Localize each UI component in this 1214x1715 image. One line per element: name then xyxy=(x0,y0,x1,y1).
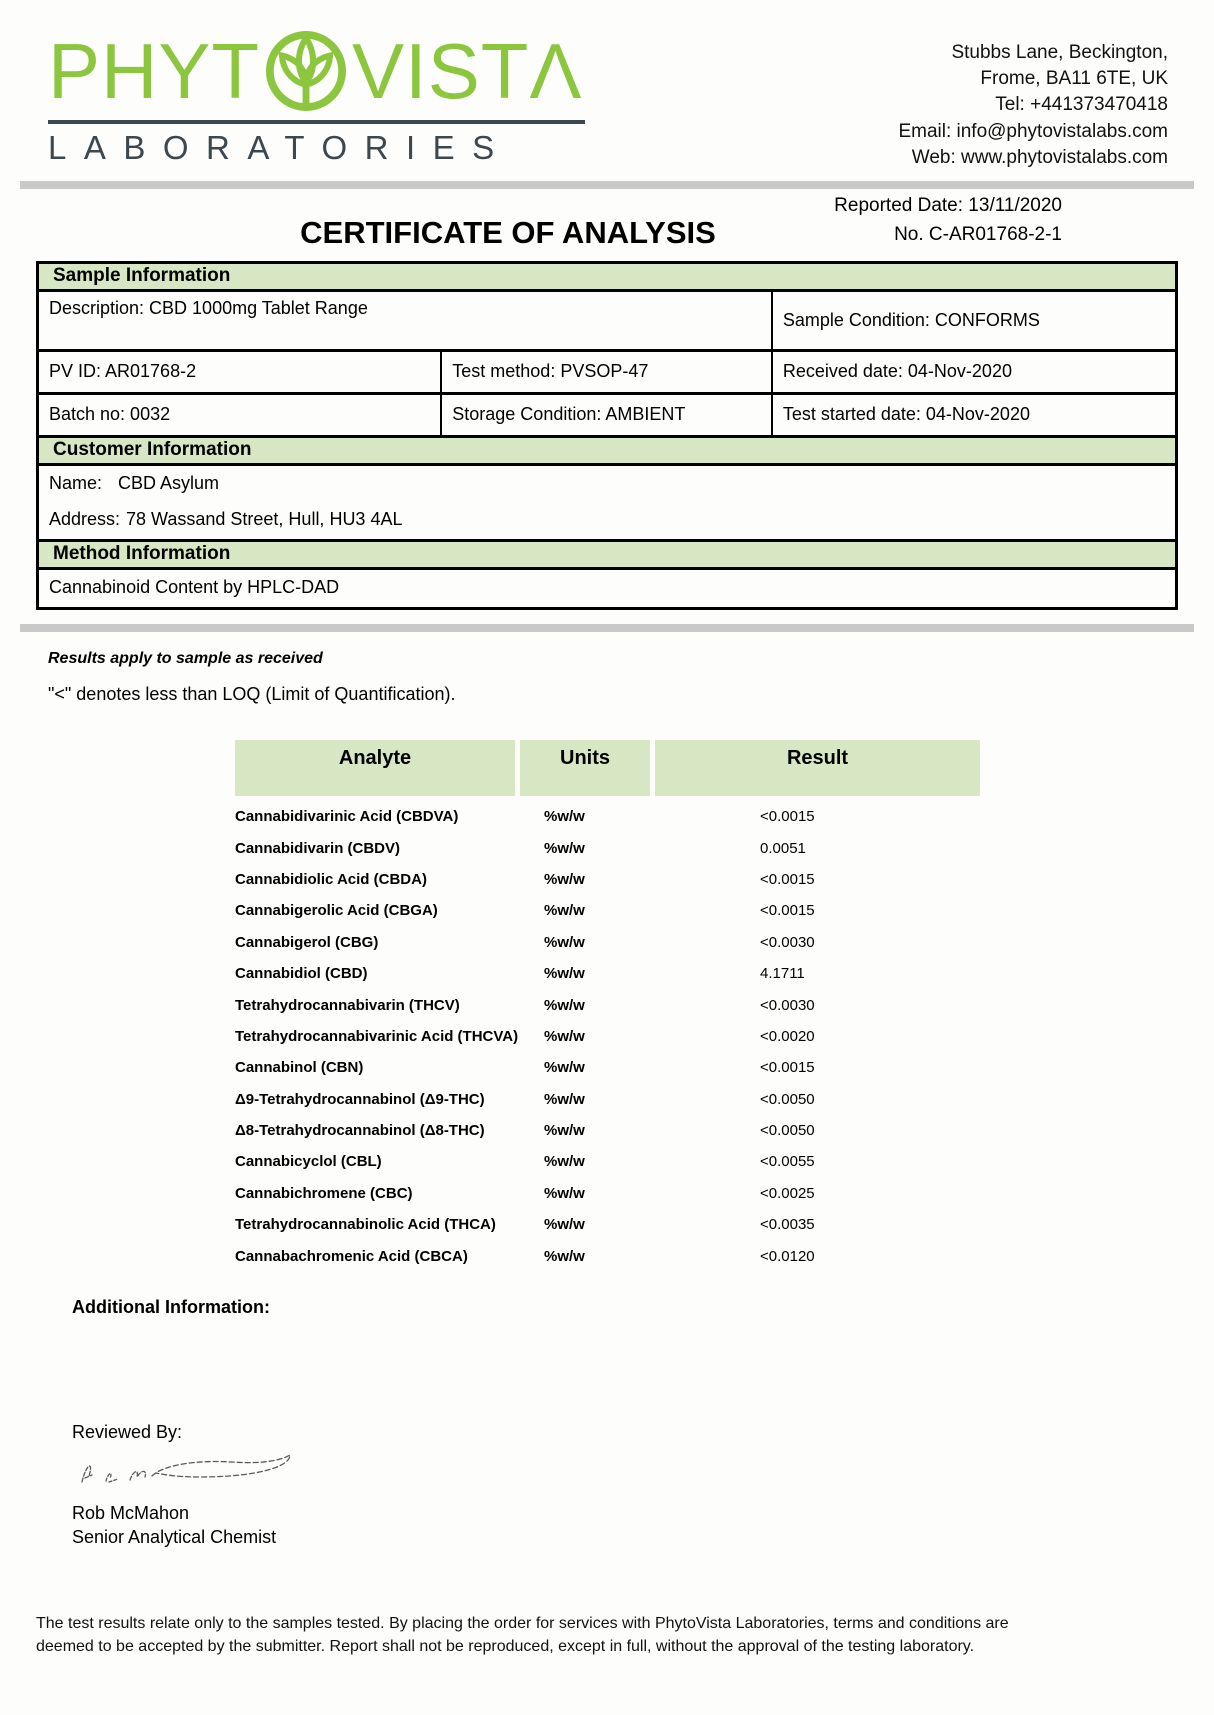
analyte-result: <0.0030 xyxy=(760,996,815,1014)
analyte-result: <0.0020 xyxy=(760,1027,815,1045)
analyte-units: %w/w xyxy=(544,1247,585,1265)
analyte-result: <0.0055 xyxy=(760,1153,815,1171)
analyte-name: Cannabicyclol (CBL) xyxy=(235,1153,382,1171)
analyte-units: %w/w xyxy=(544,1059,585,1077)
reviewer-title: Senior Analytical Chemist xyxy=(72,1526,277,1547)
logo-subtitle: LABORATORIES xyxy=(48,129,512,166)
analyte-units: %w/w xyxy=(544,965,585,983)
analyte-units: %w/w xyxy=(544,933,585,951)
analyte-name: Cannabichromene (CBC) xyxy=(235,1184,413,1202)
analyte-name: Tetrahydrocannabivarin (THCV) xyxy=(235,996,460,1014)
analyte-result: 4.1711 xyxy=(760,965,805,983)
reviewer-name: Rob McMahon xyxy=(72,1502,190,1523)
table-row xyxy=(235,801,980,832)
analyte-units: %w/w xyxy=(544,1027,585,1045)
table-row xyxy=(235,1209,980,1240)
lab-contact-block xyxy=(898,28,1168,171)
analyte-result: <0.0030 xyxy=(760,933,815,951)
info-table xyxy=(36,261,1178,610)
table-row xyxy=(235,1146,980,1177)
table-row xyxy=(235,927,980,958)
report-meta xyxy=(834,192,1062,249)
pv-id: PV ID: AR01768-2 xyxy=(39,352,442,392)
contact-address-line1: Stubbs Lane, Beckington, xyxy=(951,42,1168,63)
analyte-units: %w/w xyxy=(544,1153,585,1171)
analyte-result: <0.0050 xyxy=(760,1090,815,1108)
method-name: Cannabinoid Content by HPLC-DAD xyxy=(49,577,340,598)
customer-address-value: 78 Wassand Street, Hull, HU3 4AL xyxy=(126,509,403,530)
table-row xyxy=(235,864,980,895)
analyte-result: <0.0050 xyxy=(760,1122,815,1140)
signature-block xyxy=(72,1420,302,1549)
method-information-heading: Method Information xyxy=(39,539,1175,570)
signature-image xyxy=(72,1448,302,1498)
customer-address-label: Address: xyxy=(49,509,121,530)
analyte-name: Δ8-Tetrahydrocannabinol (Δ8-THC) xyxy=(235,1122,485,1140)
table-row xyxy=(235,1115,980,1146)
customer-name-label: Name: xyxy=(49,473,103,494)
sample-condition: Sample Condition: CONFORMS xyxy=(782,310,1040,331)
analyte-name: Cannabidivarinic Acid (CBDVA) xyxy=(235,808,459,826)
footer-line-2: deemed to be accepted by the submitter. Report shall not be reproduced, except in full, without the approval of the testing laboratory. xyxy=(36,1638,975,1656)
loq-note: "<" denotes less than LOQ (Limit of Quantification). xyxy=(48,684,456,704)
table-row xyxy=(235,958,980,989)
table-row xyxy=(235,1021,980,1052)
table-row xyxy=(235,832,980,863)
analyte-name: Tetrahydrocannabinolic Acid (THCA) xyxy=(235,1216,496,1234)
batch-no: Batch no: 0032 xyxy=(39,395,442,435)
reviewed-by-label: Reviewed By: xyxy=(72,1422,183,1442)
column-header-units: Units xyxy=(520,740,650,796)
analyte-name: Cannabigerol (CBG) xyxy=(235,933,379,951)
batch-row xyxy=(39,395,1175,435)
logo-text-right: VISTΛ xyxy=(352,27,583,115)
analyte-units: %w/w xyxy=(544,870,585,888)
phytovista-logo xyxy=(48,28,608,171)
reported-date: Reported Date: 13/11/2020 xyxy=(834,195,1062,217)
footer-line-1: The test results relate only to the samples tested. By placing the order for services with PhytoVista Laboratories, terms and conditions are xyxy=(36,1615,1009,1632)
sample-information-heading: Sample Information xyxy=(39,264,1175,292)
analyte-units: %w/w xyxy=(544,902,585,920)
customer-name-line xyxy=(49,473,1165,494)
analyte-name: Cannabidiolic Acid (CBDA) xyxy=(235,870,427,888)
table-row xyxy=(235,1052,980,1083)
customer-information-body xyxy=(39,466,1175,539)
storage-condition: Storage Condition: AMBIENT xyxy=(442,395,773,435)
analyte-result: <0.0025 xyxy=(760,1184,815,1202)
customer-information-heading: Customer Information xyxy=(39,435,1175,466)
analyte-result: <0.0120 xyxy=(760,1247,815,1265)
analyte-result: <0.0015 xyxy=(760,902,815,920)
analyte-result: <0.0015 xyxy=(760,808,815,826)
customer-address-line xyxy=(49,509,1165,530)
header-divider-bar xyxy=(20,181,1194,189)
analyte-result: <0.0035 xyxy=(760,1216,815,1234)
analyte-name: Cannabigerolic Acid (CBGA) xyxy=(235,902,438,920)
sample-description-row xyxy=(39,292,1175,352)
received-date: Received date: 04-Nov-2020 xyxy=(782,361,1012,382)
analyte-units: %w/w xyxy=(544,839,585,857)
column-header-analyte: Analyte xyxy=(235,740,515,796)
analyte-name: Cannabachromenic Acid (CBCA) xyxy=(235,1247,468,1265)
table-row xyxy=(235,1084,980,1115)
additional-information-label: Additional Information: xyxy=(72,1297,270,1317)
analyte-name: Δ9-Tetrahydrocannabinol (Δ9-THC) xyxy=(235,1090,485,1108)
analyte-units: %w/w xyxy=(544,996,585,1014)
analyte-units: %w/w xyxy=(544,808,585,826)
sample-ids-row xyxy=(39,352,1175,395)
logo-wordmark xyxy=(48,28,608,114)
logo-divider-rule xyxy=(48,120,585,124)
table-row xyxy=(235,895,980,926)
contact-address-line2: Frome, BA11 6TE, UK xyxy=(980,68,1168,90)
sample-description: Description: CBD 1000mg Tablet Range xyxy=(39,292,773,349)
analyte-name: Cannabidiol (CBD) xyxy=(235,965,368,983)
analyte-result: <0.0015 xyxy=(760,1059,815,1077)
contact-phone: Tel: +441373470418 xyxy=(995,94,1168,116)
analyte-name: Cannabidivarin (CBDV) xyxy=(235,839,401,857)
certificate-title: CERTIFICATE OF ANALYSIS xyxy=(300,215,716,251)
table-row xyxy=(235,1178,980,1209)
customer-name-value: CBD Asylum xyxy=(118,473,220,494)
table-row xyxy=(235,989,980,1020)
contact-email: Email: info@phytovistalabs.com xyxy=(898,120,1168,142)
leaf-circle-icon xyxy=(263,28,349,114)
results-table xyxy=(235,740,980,1272)
analyte-units: %w/w xyxy=(544,1216,585,1234)
analyte-units: %w/w xyxy=(544,1184,585,1202)
test-started-date: Test started date: 04-Nov-2020 xyxy=(782,404,1030,425)
analyte-units: %w/w xyxy=(544,1122,585,1140)
report-number: No. C-AR01768-2-1 xyxy=(894,223,1062,245)
analyte-name: Tetrahydrocannabivarinic Acid (THCVA) xyxy=(235,1027,519,1045)
title-row xyxy=(0,189,1214,261)
results-table-body xyxy=(235,801,980,1272)
test-method: Test method: PVSOP-47 xyxy=(442,352,773,392)
analyte-units: %w/w xyxy=(544,1090,585,1108)
footer-disclaimer xyxy=(36,1612,1178,1658)
section-divider-bar xyxy=(20,624,1194,632)
results-apply-note: Results apply to sample as received xyxy=(48,650,323,667)
contact-web: Web: www.phytovistalabs.com xyxy=(911,146,1168,168)
logo-text-left: PHYT xyxy=(48,27,261,115)
column-header-result: Result xyxy=(655,740,980,796)
analyte-result: <0.0015 xyxy=(760,870,815,888)
analyte-result: 0.0051 xyxy=(760,839,806,857)
analyte-name: Cannabinol (CBN) xyxy=(235,1059,364,1077)
page-header xyxy=(0,0,1214,171)
table-row xyxy=(235,1240,980,1271)
results-table-header xyxy=(235,740,980,796)
